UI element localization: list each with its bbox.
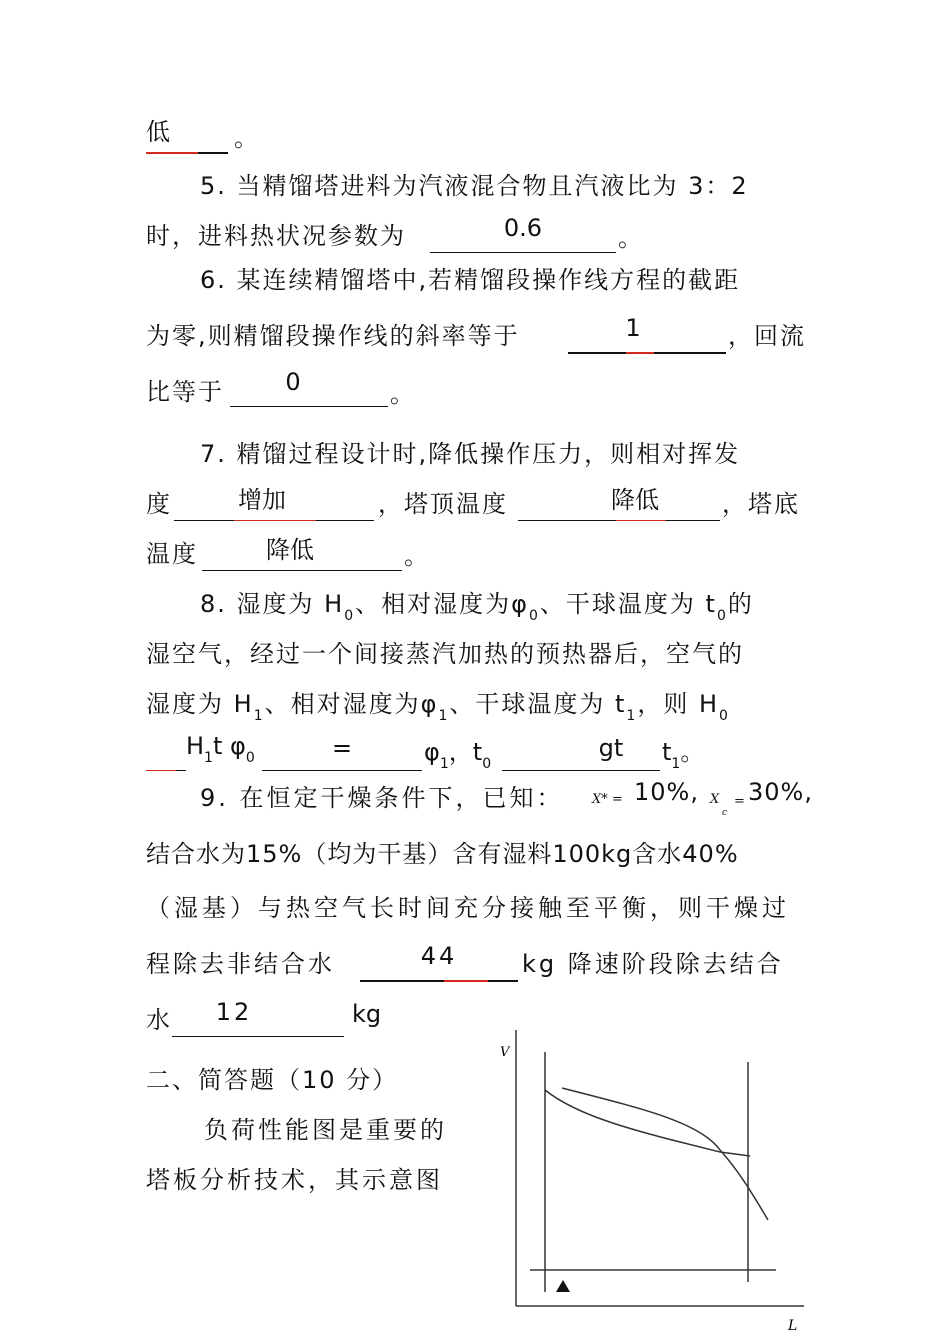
q7-answer1: 增加 [238,486,286,514]
q8-line4-c: $t_1$。 [662,738,705,772]
q9-line4-prefix: 程除去非结合水 [146,950,335,978]
q6-answer1-blank [568,314,726,354]
q6-prefix2: 比等于 [146,378,224,406]
q7-p4: 温度 [146,540,198,568]
q8-line4-a: $H_1t$ $\varphi_0$ [186,732,255,766]
q9-line1: 9. 在恒定干燥条件下，已知： [200,784,564,812]
q7-answer2-blank [518,480,720,521]
q5-end: 。 [618,224,642,252]
q9-v2: 30%, [748,778,813,806]
q6-prefix: 为零,则精馏段操作线的斜率等于 [146,322,520,350]
q7-p2: ，塔顶温度 [378,490,508,518]
q6-end: 。 [390,380,414,408]
q9-xstar: X* = [592,792,623,807]
x-axis-label: L [788,1318,798,1334]
q5-answer: 0.6 [503,214,543,242]
q9-xc-eq: = [734,794,745,809]
q6-answer1: 1 [625,314,641,342]
q9-answer2: 12 [215,998,253,1026]
q6-line1: 6. 某连续精馏塔中,若精馏段操作线方程的截距 [200,266,741,294]
q7-answer3-blank [202,530,402,571]
answer-text: 低 [146,118,170,146]
period: 。 [234,124,258,152]
flooding-curve [562,1088,768,1220]
q9-xc: X [710,792,720,807]
q8-blank2 [262,734,422,771]
q9-answer1-blank [360,942,518,982]
q8-equals: = [331,734,353,762]
q7-end: 。 [404,542,428,570]
q9-line2: 结合水为15%（均为干基）含有湿料100kg含水40% [146,840,739,868]
q8-blank3 [502,734,660,771]
q7-p1: 度 [146,490,170,518]
q9-line5-prefix: 水 [146,1006,170,1034]
section2-title: 二、简答题（10 分） [146,1066,399,1094]
y-axis-label: V [500,1045,510,1060]
operating-point-triangle [556,1280,570,1292]
q7-answer3: 降低 [266,536,314,564]
q7-p3: ，塔底 [722,490,800,518]
q5-prefix: 时，进料热状况参数为 [146,222,406,250]
q9-line3: （湿基）与热空气长时间充分接触至平衡，则干燥过 [146,894,790,922]
q9-line4-suffix: kg 降速阶段除去结合 [522,950,784,978]
q9-xc-sub: c [722,808,728,818]
q5-line1: 5. 当精馏塔进料为汽液混合物且汽液比为 3：2 [200,172,749,200]
q7-answer1-blank [174,480,374,521]
q8-gt: gt [598,734,624,762]
q8-line1: 8. 湿度为 $H_0$、相对湿度为$\varphi_0$、干球温度为 $t_0$的 [200,590,754,624]
q8-line3: 湿度为 $H_1$、相对湿度为$\varphi_1$、干球温度为 $t_1$，则 $H_0$ [146,690,730,724]
q9-line5-suffix: kg [352,1000,382,1028]
q8-blank1 [146,734,186,771]
q6-mid: ，回流 [728,322,806,350]
q8-line2: 湿空气，经过一个间接蒸汽加热的预热器后，空气的 [146,640,744,668]
q7-line1: 7. 精馏过程设计时,降低操作压力，则相对挥发 [200,440,741,468]
q8-line4-b: $\varphi_1$，$t_0$ [424,738,492,772]
q9-v1: 10%, [634,778,699,806]
section2-line2: 塔板分析技术，其示意图 [146,1166,443,1194]
q6-answer2: 0 [285,368,301,396]
q5-answer-blank [430,214,616,253]
q6-answer2-blank [230,368,388,407]
q9-answer1: 44 [420,942,458,970]
q9-answer2-blank [172,998,344,1037]
answer-blank-low [146,112,228,154]
section2-line1: 负荷性能图是重要的 [204,1116,447,1144]
q7-answer2: 降低 [611,486,659,514]
upper-limit-curve [545,1090,750,1156]
